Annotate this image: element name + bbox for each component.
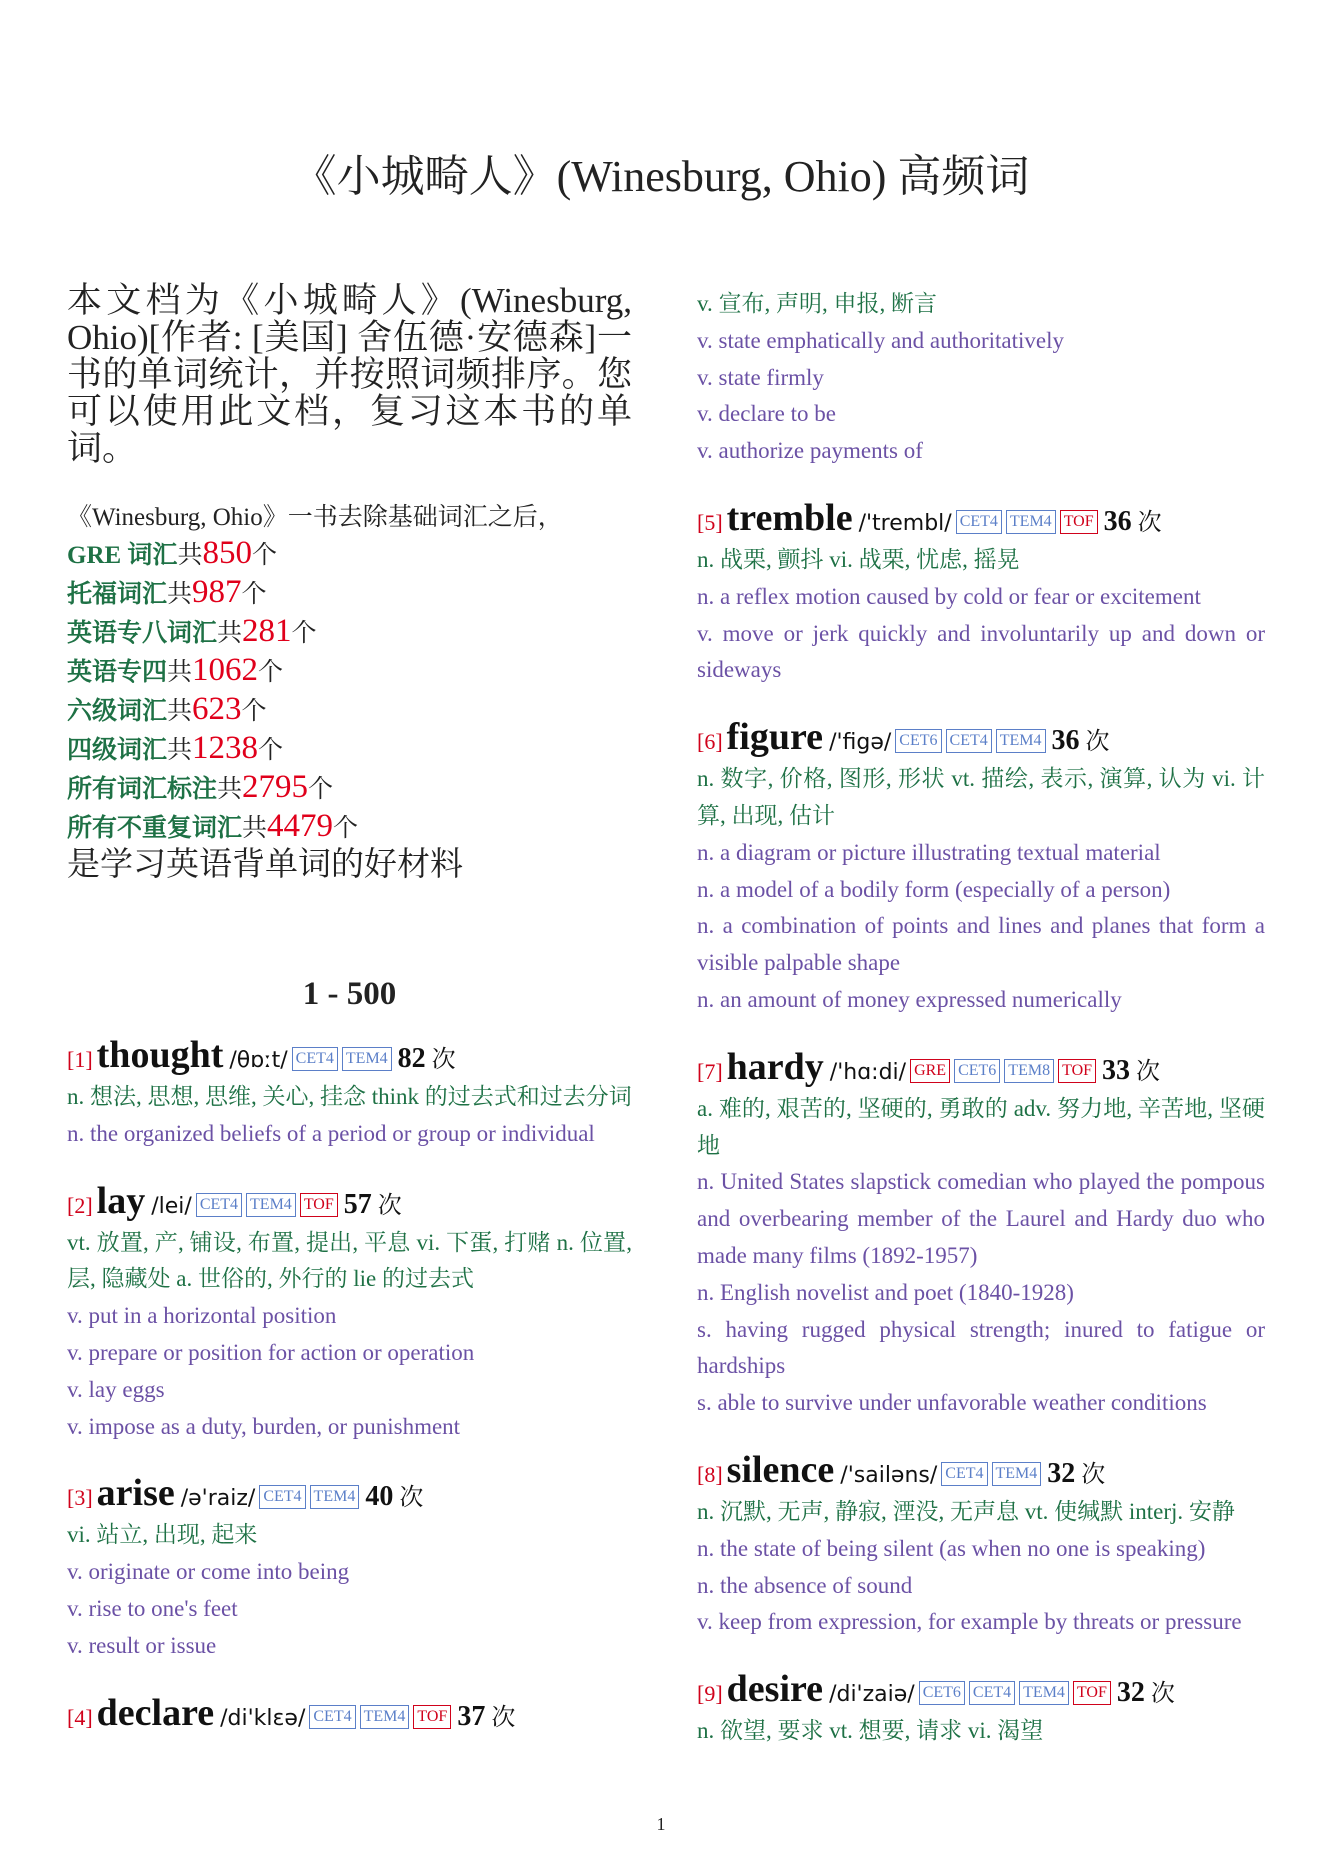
stat-suffix: 个	[251, 542, 277, 569]
definition-english: s. having rugged physical strength; inured to fatigue or hardships	[697, 1316, 1265, 1379]
entry-headline	[697, 1045, 1265, 1089]
stat-label: 所有不重复词汇	[67, 815, 243, 842]
stat-mid: 共	[167, 698, 193, 725]
level-tag: TOF	[1060, 510, 1098, 534]
entry-frequency: 32	[1116, 1677, 1145, 1709]
level-tag: TEM8	[1004, 1059, 1054, 1083]
definition-english: n. a model of a bodily form (especially of a person)	[697, 876, 1171, 902]
intro-paragraph: 本文档为《小城畸人》(Winesburg, Ohio)[作者: [美国] 舍伍德·安德森]一书的单词统计，并按照词频排序。您可以使用此文档，复习这本书的单词。	[67, 281, 632, 468]
word-entry	[67, 1179, 632, 1446]
definition-english: v. state firmly	[697, 364, 824, 390]
entry-word: arise	[96, 1472, 175, 1515]
level-tag: TEM4	[310, 1485, 360, 1509]
entry-frequency-unit: 次	[1150, 1681, 1175, 1708]
level-tag: TOF	[1058, 1059, 1096, 1083]
entry-frequency-unit: 次	[1085, 729, 1110, 756]
stats-block	[67, 501, 632, 884]
level-tag: TEM4	[992, 1462, 1042, 1486]
definition-english: v. impose as a duty, burden, or punishment	[67, 1413, 461, 1439]
entry-frequency-unit: 次	[491, 1704, 516, 1731]
definition-english: v. rise to one's feet	[67, 1595, 238, 1621]
level-tag: TEM4	[246, 1193, 296, 1217]
stat-label: 英语专四	[67, 659, 168, 686]
entry-word: lay	[96, 1179, 146, 1222]
entry-index: [8]	[697, 1461, 723, 1487]
stat-label: 托福词汇	[67, 581, 168, 608]
entry-index: [4]	[67, 1704, 93, 1730]
stat-count: 2795	[242, 769, 309, 805]
stat-line	[67, 535, 632, 574]
stat-count: 4479	[267, 808, 334, 844]
definition-english: n. English novelist and poet (1840-1928)	[697, 1279, 1074, 1305]
entry-headline	[697, 1448, 1265, 1492]
entry-phonetic: /'figə/	[829, 730, 892, 756]
entry-headline	[67, 1033, 632, 1077]
entry-index: [6]	[697, 729, 723, 755]
word-entry	[67, 1691, 632, 1735]
entry-index: [5]	[697, 509, 723, 535]
entry-frequency: 32	[1047, 1457, 1076, 1489]
entry-frequency: 36	[1051, 725, 1080, 757]
entry-frequency-unit: 次	[1136, 1058, 1161, 1085]
entry-phonetic: /'hɑ:di/	[829, 1059, 907, 1085]
stat-label: GRE 词汇	[67, 542, 178, 569]
definition-english: v. move or jerk quickly and involuntarily up and down or sideways	[697, 620, 1265, 683]
definition-english: v. put in a horizontal position	[67, 1303, 337, 1329]
stat-suffix: 个	[291, 620, 317, 647]
word-entry	[697, 1448, 1265, 1641]
definition-chinese: a. 难的, 艰苦的, 坚硬的, 勇敢的 adv. 努力地, 辛苦地, 坚硬地	[697, 1095, 1265, 1158]
entry-phonetic: /di'zaiə/	[829, 1682, 915, 1708]
entry-phonetic: /'sailəns/	[840, 1462, 938, 1488]
entry-phonetic: /di'klɛə/	[220, 1705, 306, 1731]
stat-mid: 共	[167, 659, 193, 686]
stat-count: 987	[192, 574, 242, 610]
entry-index: [1]	[67, 1047, 93, 1072]
definition-english: s. able to survive under unfavorable weather conditions	[697, 1390, 1207, 1416]
definition-english: n. the organized beliefs of a period or group or individual	[67, 1120, 595, 1146]
entries-right	[697, 496, 1265, 1750]
definition-chinese: n. 欲望, 要求 vt. 想要, 请求 vi. 渴望	[697, 1718, 1044, 1744]
definition-english: n. an amount of money expressed numerically	[697, 986, 1122, 1012]
level-tag: TOF	[413, 1705, 451, 1729]
entry-frequency-unit: 次	[431, 1047, 456, 1073]
entry-index: [9]	[697, 1681, 723, 1707]
entry-index: [7]	[697, 1058, 723, 1084]
level-tag: CET4	[259, 1485, 305, 1509]
level-tag: TOF	[1073, 1681, 1111, 1705]
stat-suffix: 个	[308, 776, 334, 803]
stat-mid: 共	[177, 542, 203, 569]
stat-label: 英语专八词汇	[67, 620, 218, 647]
definition-english: v. authorize payments of	[697, 438, 923, 464]
definition-chinese: n. 战栗, 颤抖 vi. 战栗, 忧虑, 摇晃	[697, 546, 1020, 572]
definition-english: v. prepare or position for action or operation	[67, 1339, 475, 1365]
entry-word: thought	[96, 1034, 224, 1076]
level-tag: TEM4	[1006, 510, 1056, 534]
definition-english: n. a combination of points and lines and planes that form a visible palpable shape	[697, 913, 1265, 976]
stat-count: 1238	[192, 730, 259, 766]
definition-english: v. state emphatically and authoritatively	[697, 327, 1065, 353]
stat-line	[67, 808, 632, 847]
level-tag: CET4	[946, 729, 992, 753]
level-tag: CET4	[292, 1047, 338, 1071]
word-entry	[697, 715, 1265, 1019]
level-tag: CET4	[309, 1705, 355, 1729]
entry-frequency: 82	[397, 1043, 426, 1074]
right-column	[697, 286, 1265, 1776]
entry-word: figure	[726, 716, 824, 759]
stat-count: 623	[192, 691, 242, 727]
definition-english: v. result or issue	[67, 1632, 217, 1658]
stat-line	[67, 574, 632, 613]
definition-english: v. declare to be	[697, 401, 836, 427]
level-tag: CET4	[196, 1193, 242, 1217]
stat-label: 所有词汇标注	[67, 776, 218, 803]
definition-english: n. United States slapstick comedian who played the pompous and overbearing member of the Laurel and Hardy duo who made many films (1892-1957)	[697, 1169, 1265, 1268]
word-entry	[697, 1045, 1265, 1422]
entry-index: [2]	[67, 1192, 93, 1218]
page-number: 1	[656, 1814, 666, 1834]
definition-chinese: n. 想法, 思想, 思维, 关心, 挂念 think 的过去式和过去分词	[67, 1084, 632, 1109]
entry-phonetic: /ə'raiz/	[180, 1486, 256, 1512]
definition-chinese: v. 宣布, 声明, 申报, 断言	[697, 291, 938, 316]
level-tag: CET6	[895, 729, 941, 753]
stat-suffix: 个	[333, 815, 359, 842]
entry-frequency: 33	[1102, 1054, 1131, 1086]
stat-count: 850	[202, 535, 252, 571]
level-tag: TEM4	[996, 729, 1046, 753]
page-title: 《小城畸人》(Winesburg, Ohio) 高频词	[292, 152, 1030, 201]
stat-label: 四级词汇	[67, 737, 168, 764]
stats-closing: 是学习英语背单词的好材料	[67, 847, 463, 883]
word-entry	[67, 1033, 632, 1153]
entry-phonetic: /lei/	[151, 1193, 192, 1219]
level-tag: CET6	[919, 1681, 965, 1705]
entry-index: [3]	[67, 1485, 93, 1511]
definition-english: v. originate or come into being	[67, 1559, 350, 1585]
entry-word: hardy	[726, 1045, 824, 1088]
word-entry	[697, 1667, 1265, 1750]
entry-phonetic: /θɒːt/	[229, 1048, 288, 1073]
stat-line	[67, 613, 632, 652]
entry-frequency: 57	[343, 1188, 372, 1220]
stat-mid: 共	[167, 737, 193, 764]
stats-lead: 《Winesburg, Ohio》一书去除基础词汇之后，	[67, 504, 563, 531]
definition-chinese: n. 沉默, 无声, 静寂, 湮没, 无声息 vt. 使缄默 interj. 安静	[697, 1498, 1235, 1524]
entry-headline	[697, 496, 1265, 540]
stat-suffix: 个	[258, 737, 284, 764]
definition-chinese: vi. 站立, 出现, 起来	[67, 1522, 258, 1548]
entry-word: silence	[726, 1448, 835, 1491]
stat-mid: 共	[217, 776, 243, 803]
section-heading: 1 - 500	[302, 976, 397, 1012]
definition-english: n. a reflex motion caused by cold or fear or excitement	[697, 583, 1201, 609]
entry-frequency: 37	[457, 1700, 486, 1732]
stat-line	[67, 691, 632, 730]
entry-phonetic: /'trembl/	[858, 510, 952, 536]
definition-english: n. the absence of sound	[697, 1572, 913, 1598]
level-tag: TEM4	[360, 1705, 410, 1729]
stat-mid: 共	[167, 581, 193, 608]
entry-headline	[67, 1471, 632, 1515]
level-tag: CET4	[956, 510, 1002, 534]
stat-suffix: 个	[241, 581, 267, 608]
left-column	[67, 282, 632, 1761]
definition-english: v. lay eggs	[67, 1376, 165, 1402]
definition-english: v. keep from expression, for example by threats or pressure	[697, 1609, 1242, 1635]
entry-headline	[67, 1691, 632, 1735]
stat-mid: 共	[242, 815, 268, 842]
entry-frequency: 40	[365, 1481, 394, 1513]
stat-line	[67, 652, 632, 691]
stat-count: 1062	[192, 652, 259, 688]
level-tag: TOF	[300, 1193, 338, 1217]
level-tag: GRE	[910, 1059, 950, 1083]
level-tag: TEM4	[1019, 1681, 1069, 1705]
word-entry	[697, 496, 1265, 689]
entry-frequency-unit: 次	[1137, 509, 1162, 536]
stat-mid: 共	[217, 620, 243, 647]
level-tag: TEM4	[342, 1047, 392, 1071]
stat-count: 281	[242, 613, 292, 649]
entry-word: tremble	[726, 496, 853, 539]
entry-frequency-unit: 次	[1081, 1461, 1106, 1488]
definition-chinese: n. 数字, 价格, 图形, 形状 vt. 描绘, 表示, 演算, 认为 vi. 计算, 出现, 估计	[697, 766, 1265, 828]
entry-headline	[697, 715, 1265, 759]
entry-word: desire	[726, 1668, 824, 1711]
stat-suffix: 个	[258, 659, 284, 686]
entry-headline	[697, 1667, 1265, 1711]
definition-chinese: vt. 放置, 产, 铺设, 布置, 提出, 平息 vi. 下蛋, 打赌 n. 位置, 层, 隐藏处 a. 世俗的, 外行的 lie 的过去式	[67, 1229, 632, 1292]
stats-list	[67, 535, 632, 847]
level-tag: CET6	[954, 1059, 1000, 1083]
level-tag: CET4	[969, 1681, 1015, 1705]
stat-suffix: 个	[241, 698, 267, 725]
word-entry	[67, 1471, 632, 1664]
entry-frequency-unit: 次	[399, 1485, 424, 1512]
entries-left	[67, 1033, 632, 1735]
entry-word: declare	[96, 1691, 215, 1734]
stat-line	[67, 769, 632, 808]
level-tag: CET4	[941, 1462, 987, 1486]
definition-english: n. a diagram or picture illustrating textual material	[697, 839, 1161, 865]
entry-frequency: 36	[1103, 505, 1132, 537]
entry-headline	[67, 1179, 632, 1223]
definition-english: n. the state of being silent (as when no one is speaking)	[697, 1535, 1206, 1561]
stat-line	[67, 730, 632, 769]
entry-frequency-unit: 次	[377, 1192, 402, 1219]
entry-declare-continued	[697, 286, 1265, 470]
stat-label: 六级词汇	[67, 698, 168, 725]
